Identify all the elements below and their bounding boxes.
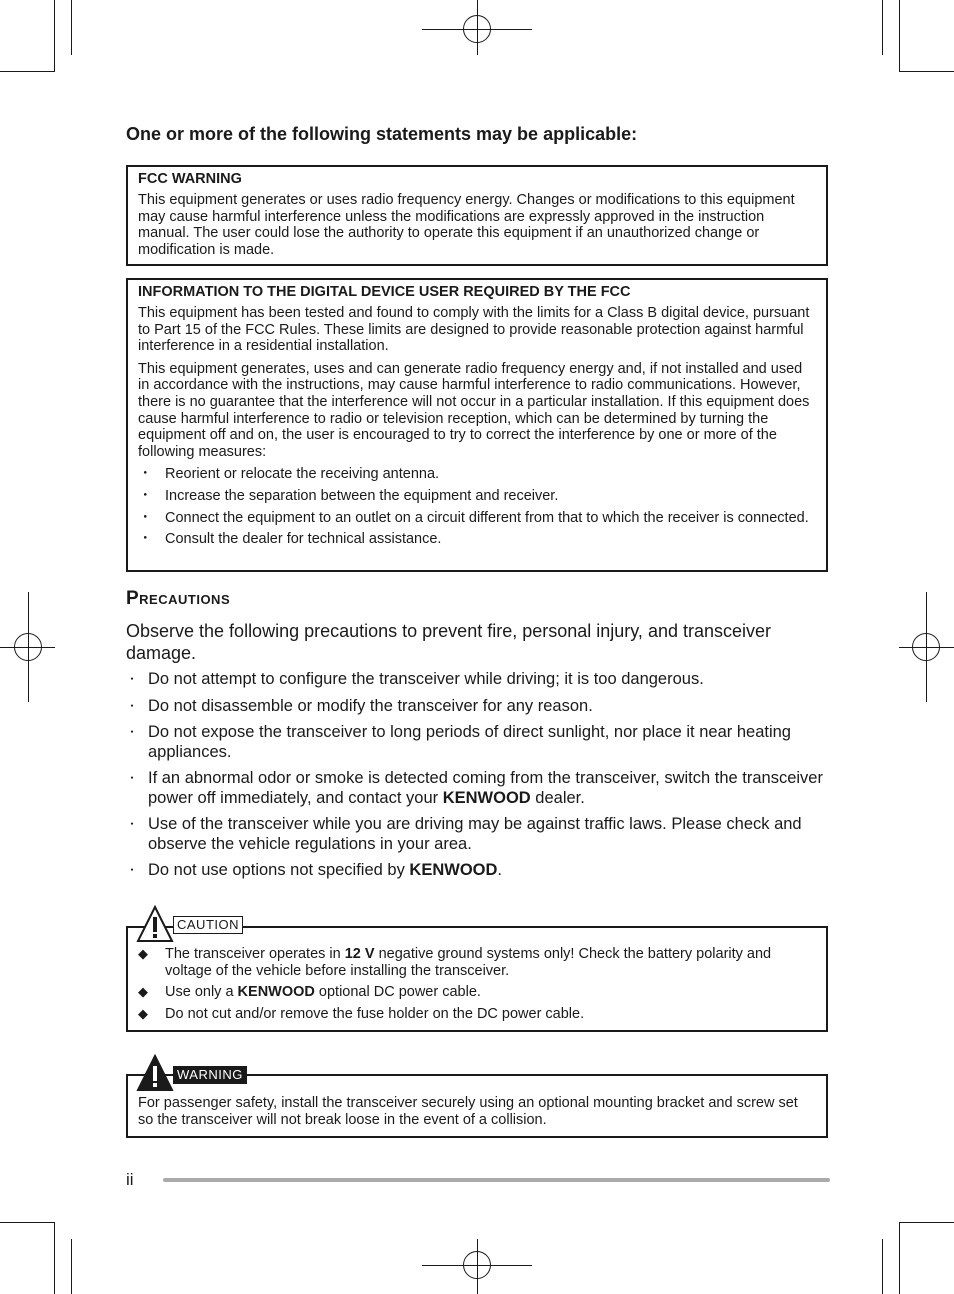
crop-mark xyxy=(0,71,55,72)
precautions-intro: Observe the following precautions to prevent fire, personal injury, and transceiver damage. xyxy=(126,621,772,663)
crop-mark xyxy=(54,0,55,72)
fcc-warning-box xyxy=(126,165,828,266)
list-item: ・ Do not attempt to configure the transceiver while driving; it is too dangerous. xyxy=(126,670,704,688)
crop-mark xyxy=(899,71,954,72)
list-item: ・ Use of the transceiver while you are driving may be against traffic laws. Please check and observe the vehicle regulations in your area. xyxy=(126,815,802,853)
list-item: ・ Reorient or relocate the receiving antenna. xyxy=(138,466,440,483)
caution-label: CAUTION xyxy=(173,916,243,934)
list-item: ◆ Do not cut and/or remove the fuse holder on the DC power cable. xyxy=(138,1005,585,1022)
crop-mark xyxy=(28,592,29,702)
page-number: ii xyxy=(126,1170,134,1189)
fcc-info-para1: This equipment has been tested and found to comply with the limits for a Class B digital device, pursuant to Part 15 of the FCC Rules. These limits are designed to provide reasonable protection against harmful interference in a residential installation. xyxy=(138,305,810,355)
list-item: ・ If an abnormal odor or smoke is detected coming from the transceiver, switch the transceiver power off immediately, and contact your KENWOOD dealer. xyxy=(126,769,823,807)
crop-mark xyxy=(477,0,478,55)
crop-mark xyxy=(71,0,72,55)
fcc-info-box xyxy=(126,278,828,572)
list-item: ◆ The transceiver operates in 12 V negative ground systems only! Check the battery polarity and voltage of the vehicle before installing the transceiver. xyxy=(138,946,772,979)
precautions-list xyxy=(126,670,831,888)
fcc-info-para2: This equipment generates, uses and can generate radio frequency energy and, if not installed and used in accordance with the instructions, may cause harmful interference to radio communications. However, there is no guarantee that the interference will not occur in a particular installation. If this equipment does cause harmful interference to radio or television reception, which can be determined by turning the equipment off and on, the user is encouraged to try to correct the interference by one or more of the following measures: xyxy=(138,360,810,460)
page-heading: One or more of the following statements may be applicable: xyxy=(126,124,638,144)
caution-list xyxy=(138,946,817,1022)
caution-box xyxy=(126,926,828,1032)
warning-text: For passenger safety, install the transceiver securely using an optional mounting bracket and screw set so the transceiver will not break loose in the event of a collision. xyxy=(138,1095,798,1128)
fcc-warning-title: FCC WARNING xyxy=(138,171,242,187)
fcc-info-bullets xyxy=(138,466,817,547)
crop-mark xyxy=(477,1239,478,1294)
list-item: ・ Do not disassemble or modify the transceiver for any reason. xyxy=(126,696,593,715)
crop-mark xyxy=(882,1239,883,1294)
crop-mark xyxy=(899,1222,954,1223)
warning-label: WARNING xyxy=(173,1066,247,1084)
fcc-warning-text: This equipment generates or uses radio frequency energy. Changes or modifications to this equipment may cause harmful interference unless the modifications are expressly approved in the instruction manual. The user could lose the authority to operate this equipment if an unauthorized change or modification is made. xyxy=(138,192,795,258)
warning-triangle-icon xyxy=(136,1054,174,1092)
crop-mark xyxy=(899,1222,900,1294)
crop-mark xyxy=(899,0,900,72)
list-item: ・ Do not expose the transceiver to long periods of direct sunlight, nor place it near heating appliances. xyxy=(126,723,791,761)
footer-rule xyxy=(163,1178,830,1182)
brand-name: KENWOOD xyxy=(409,861,498,879)
brand-name: KENWOOD xyxy=(442,788,531,807)
section-title: Precautions xyxy=(126,588,231,609)
list-item: ・ Connect the equipment to an outlet on a circuit different from that to which the receiver is connected. xyxy=(138,509,809,526)
warning-triangle-icon xyxy=(136,905,174,943)
list-item: ・ Consult the dealer for technical assistance. xyxy=(138,531,442,548)
list-item: ◆ Use only a KENWOOD optional DC power cable. xyxy=(138,984,481,1001)
list-item: ・ Do not use options not specified by KENWOOD. xyxy=(126,861,503,879)
crop-mark xyxy=(926,592,927,702)
crop-mark xyxy=(0,1222,55,1223)
list-item: ・ Increase the separation between the equipment and receiver. xyxy=(138,487,559,504)
crop-mark xyxy=(71,1239,72,1294)
fcc-info-title: INFORMATION TO THE DIGITAL DEVICE USER REQUIRED BY THE FCC xyxy=(138,284,631,300)
crop-mark xyxy=(54,1222,55,1294)
crop-mark xyxy=(882,0,883,55)
